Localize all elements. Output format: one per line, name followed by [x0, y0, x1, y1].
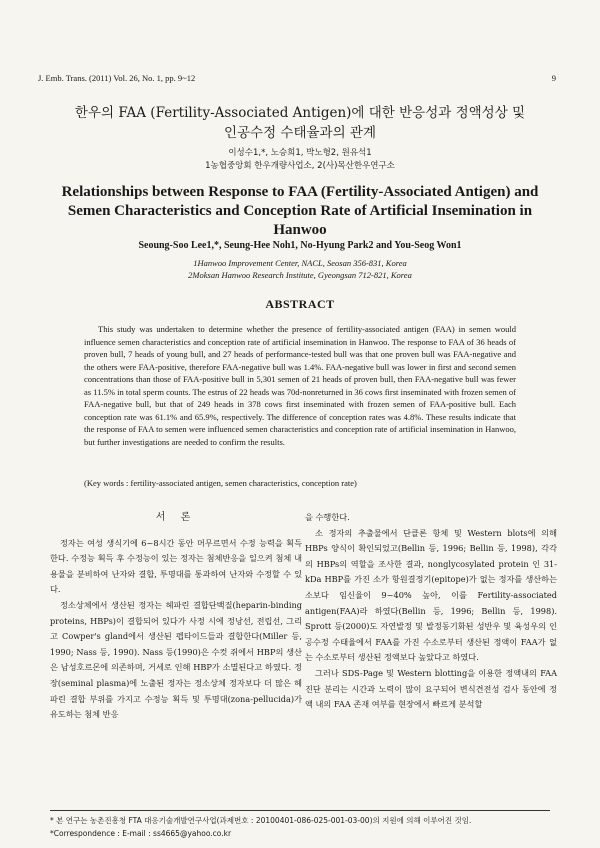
intro-paragraph-2: 정소상체에서 생산된 정자는 헤파린 결합단백질(heparin-binding proteins, HBPs)이 결합되어 있다가 사정 시에 정낭선, 전립선, 그리고 Cowper's gland에서 생산된 펩타이드들과 결합한다(Miller 등, 1990; Nass 등, 1990). Nass 등(1990)은 수컷 쥐에서 HBP의 생산은 남성호르몬에 의존하며, 거세로 인해 HBP가 소멸된다고 하였다. 정장(seminal plasma)에 노출된 정자는 정소상체 정자보다 더 많은 헤파린 결합 부위를 가지고 수정능 획득 및 투명대(zona-pellucida)가 유도하는 첨체 반응 — [50, 599, 302, 720]
english-authors: Seoung-Soo Lee1,*, Seung-Hee Noh1, No-Hyung Park2 and You-Seog Won1 — [138, 240, 462, 251]
korean-affiliation: 1농협중앙회 한우개량사업소, 2(사)목산한우연구소 — [205, 161, 395, 171]
korean-title-line1: 한우의 FAA (Fertility-Associated Antigen)에 대한 반응성과 정액성상 및 — [74, 105, 526, 121]
correspondence-footnote: *Correspondence : E-mail : ss4665@yahoo.co.kr — [50, 829, 232, 838]
korean-author-block — [0, 147, 600, 173]
section-heading-introduction: 서 론 — [155, 512, 197, 523]
journal-citation: J. Emb. Trans. (2011) Vol. 26, No. 1, pp. 9~12 — [38, 73, 196, 83]
english-title: Relationships between Response to FAA (Fertility-Associated Antigen) and Semen Characteristics and Conception Rate of Artificial Insemination in Hanwoo — [61, 184, 539, 238]
affiliation-2: 2Moksan Hanwoo Research Institute, Gyeongsan 712-821, Korea — [188, 270, 412, 280]
intro-paragraph-2-continued: 을 수행한다. — [305, 512, 350, 522]
abstract-body — [84, 323, 516, 448]
keywords: (Key words : fertility-associated antigen, semen characteristics, conception rate) — [84, 478, 357, 488]
affiliation-1: 1Hanwoo Improvement Center, NACL, Seosan 356-831, Korea — [193, 258, 407, 268]
running-head — [38, 73, 556, 83]
korean-title-line2: 인공수정 수태율과의 관계 — [223, 125, 377, 141]
intro-paragraph-4: 그러나 SDS-Page 및 Western blotting을 이용한 정액내의 FAA 진단 분리는 시간과 노력이 많이 요구되어 변식견전성 검사 동안에 정액 내의 FAA 존재 여부를 현장에서 빠르게 분석할 — [305, 667, 557, 710]
abstract-text: This study was undertaken to determine whether the presence of fertility-associated antigen (FAA) in semen would influence semen characteristics and conception rate of artificial insemination in Hanwoo. The response to FAA of 36 heads of proven bull, 7 heads of young bull, and 27 heads of performance-tested bull was that one proven bull was FAA-negative and the others were FAA-positive, therefore FAA-negative bull was 1.4%. FAA-negative bull was lower in first and second semen concentrations than those of FAA-positive bull in 5,301 semen of 21 heads of proven bull, then FAA-negative bull was fewer as 11.5% in total sperm counts. The estrus of 22 heads was 70d-nonreturned in 36 cows first inseminated with frozen semen of FAA-negative bull, but that of 249 heads in 378 cows first inseminated with frozen semen of FAA-positive bull. Each conception rate was 61.1% and 65.9%, respectively. The difference of conception rates was 4.8%. These results indicate that the response of FAA to semen were influenced semen characteristics and conception rate of artificial insemination in Hanwoo, but further investigations are needed to confirm the results. — [84, 324, 516, 447]
body-column-left — [50, 510, 302, 723]
footnote-divider — [50, 810, 550, 811]
korean-authors: 이성수1,*, 노승희1, 박노형2, 원유석1 — [228, 148, 372, 158]
footnotes — [50, 814, 560, 840]
intro-paragraph-3: 소 정자의 추출물에서 단클론 항체 및 Western blots에 의해 HBPs 양식이 확인되었고(Bellin 등, 1996; Bellin 등, 1998), 각각의 HBPs의 역할을 조사한 결과, nonglycosylated protein 인 31-kDa HBP를 가진 소가 항원결정기(epitope)가 없는 정자를 생산하는 소보다 임신율이 9~40% 높아, 이를 Fertility-associated antigen(FAA)라 하였다(Bellin 등, 1996; Bellin 등, 1998). Sprott 등(2000)도 자연발정 및 발정동기화된 성반우 및 육성우의 인공수정 수태율에서 FAA를 가진 수소로부터 생산된 정액이 FAA가 없는 수소로부터 생산된 정액보다 높았다고 하였다. — [305, 527, 557, 663]
english-affiliations — [0, 257, 600, 281]
page-number: 9 — [551, 73, 556, 83]
korean-title — [0, 103, 600, 143]
funding-footnote: * 본 연구는 농촌진흥청 FTA 대응기술개발연구사업(과제번호 : 20100401-086-025-001-03-00)의 지원에 의해 이루어진 것임. — [50, 816, 472, 825]
body-column-right — [305, 510, 557, 713]
abstract-heading: ABSTRACT — [265, 297, 335, 311]
intro-paragraph-1: 정자는 여성 생식기에 6~8시간 동안 머무르면서 수정 능력을 획득한다. 수정능 획득 후 수정능이 있는 정자는 첨체반응을 일으켜 첨체 내용물을 분비하여 난자와 결합, 투명대를 통과하여 난자와 수정할 수 있다. — [50, 537, 302, 595]
